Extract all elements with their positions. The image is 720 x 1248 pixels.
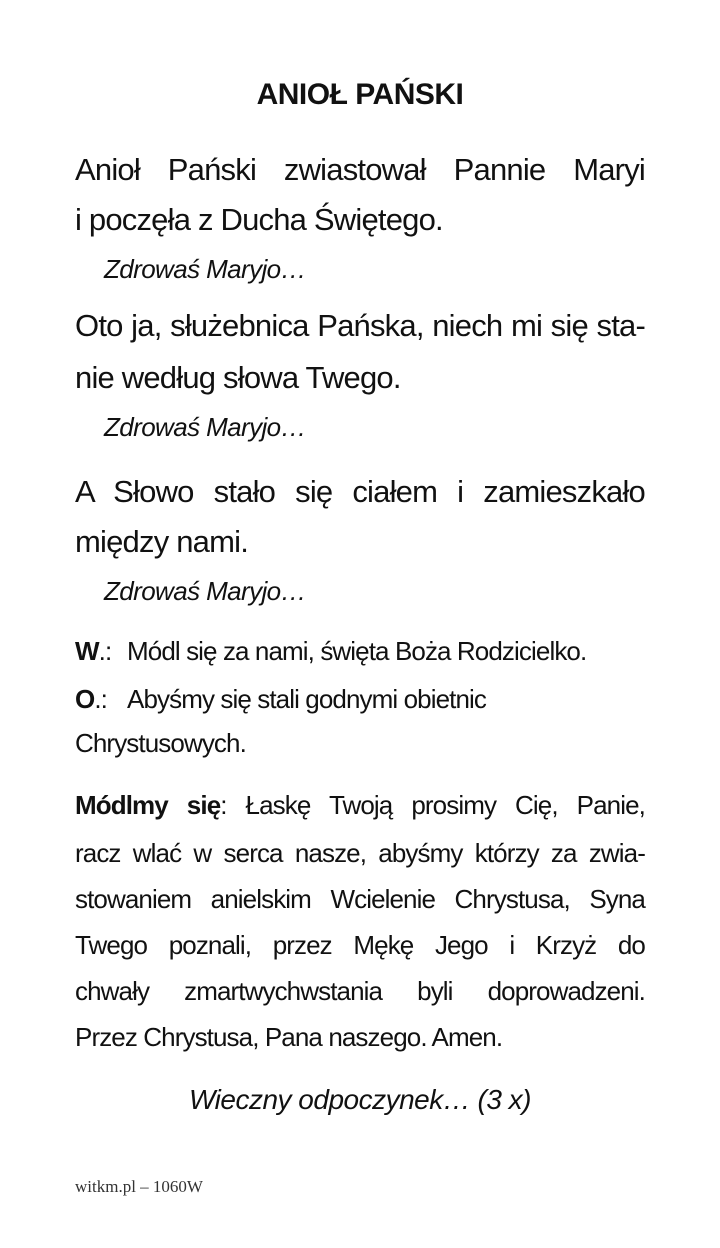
prayer-line-4: Twego poznali, przez Mękę Jego i Krzyż do: [75, 930, 645, 960]
prayer-line-3: stowaniem anielskim Wcielenie Chrystusa, Syna: [75, 884, 645, 914]
stanza-3-line-2: między nami.: [75, 524, 249, 559]
prayer-line-5: chwały zmartwychwstania byli doprowadzeni.: [75, 976, 645, 1006]
closing-line: Wieczny odpoczynek… (3 x): [188, 1084, 532, 1115]
response-text: Abyśmy się stali godnymi obietnic: [127, 684, 487, 714]
response-sep: .:: [94, 684, 107, 714]
response: [75, 686, 645, 712]
stanza-3-line-1: A Słowo stało się ciałem i zamieszkało: [75, 474, 645, 509]
stanza-2-line-2: nie według słowa Twego.: [75, 360, 401, 395]
page-title: ANIOŁ PAŃSKI: [256, 78, 464, 111]
prayer-line-2: racz wlać w serca nasze, abyśmy którzy za zwia-: [75, 838, 645, 868]
prayer-text: : Łaskę Twoją prosimy Cię, Panie,: [220, 790, 645, 820]
prayer-label: Módlmy się: [75, 790, 221, 820]
stanza-3-response: Zdrowaś Maryjo…: [104, 576, 306, 606]
versicle-sep: .:: [98, 636, 112, 666]
prayer-line-1: [75, 792, 645, 818]
versicle-text: Módl się za nami, święta Boża Rodzicielko.: [127, 636, 587, 666]
response-line-2: Chrystusowych.: [75, 728, 246, 758]
response-label: O: [75, 684, 95, 714]
footer: witkm.pl – 1060W: [75, 1177, 203, 1196]
versicle-label: W: [75, 636, 99, 666]
stanza-1-line-2: i poczęła z Ducha Świętego.: [75, 202, 443, 237]
stanza-1-line-1: Anioł Pański zwiastował Pannie Maryi: [75, 152, 645, 187]
versicle: [75, 638, 645, 664]
prayer-line-6: Przez Chrystusa, Pana naszego. Amen.: [75, 1022, 503, 1052]
stanza-1-response: Zdrowaś Maryjo…: [104, 254, 306, 284]
stanza-2-line-1: Oto ja, służebnica Pańska, niech mi się sta-: [75, 308, 645, 343]
stanza-2-response: Zdrowaś Maryjo…: [104, 412, 306, 442]
